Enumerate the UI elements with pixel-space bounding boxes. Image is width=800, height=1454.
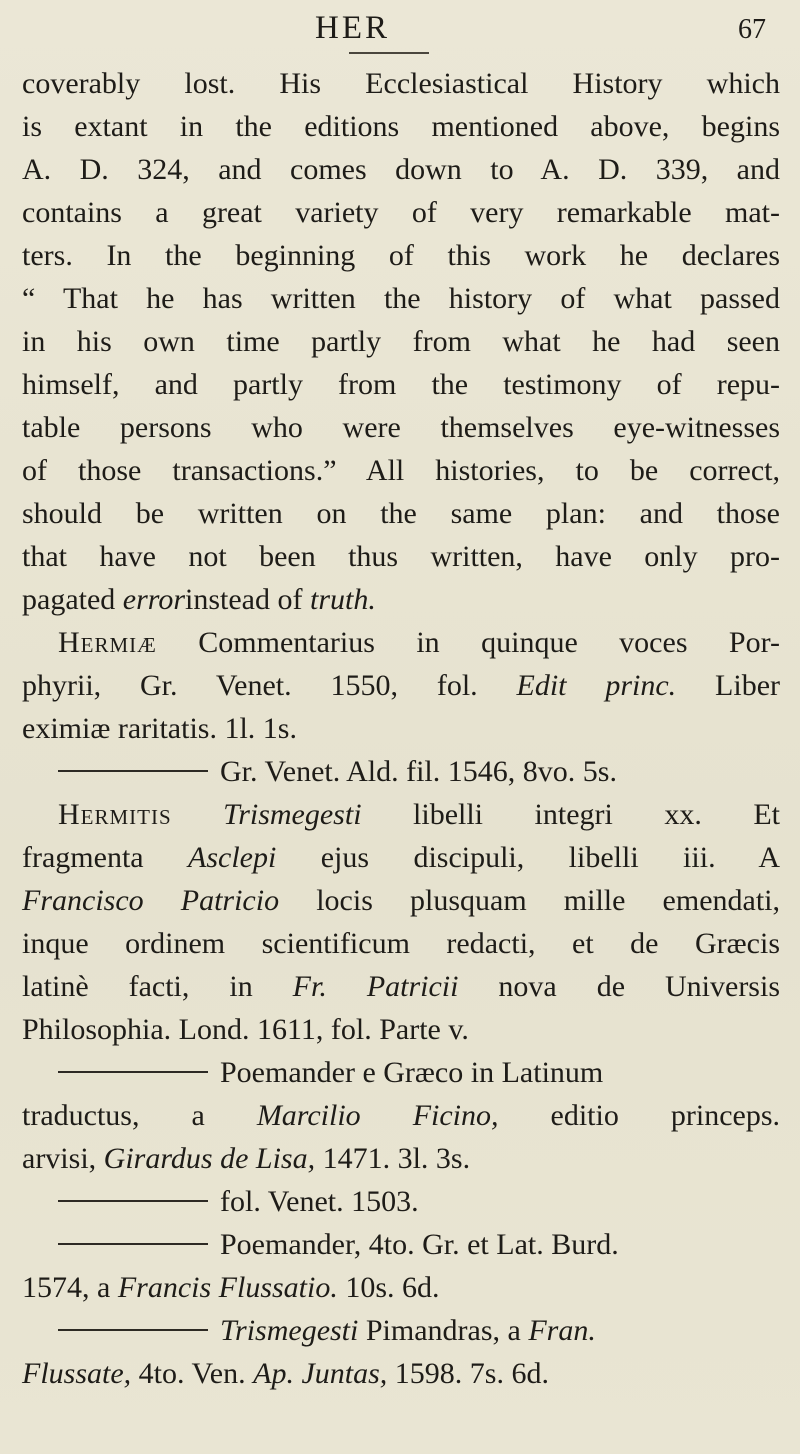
ditto-dash [58, 770, 208, 772]
text-segment: latinè facti, in [22, 970, 293, 1003]
text-segment: coverably lost. His Ecclesiastical History which [22, 67, 780, 100]
text-segment: should be written on the same plan: and those [22, 497, 780, 530]
ditto-dash [58, 1329, 208, 1331]
text-line [22, 535, 780, 578]
body-text [22, 62, 800, 1395]
text-line [22, 1223, 800, 1266]
text-segment: Fran. [528, 1314, 596, 1347]
text-segment: truth. [309, 583, 376, 616]
page-number: 67 [738, 14, 766, 45]
text-segment: eximiæ raritatis. 1l. 1s. [22, 712, 297, 745]
text-segment: Francisco Patricio [22, 884, 280, 917]
text-segment: nova de Universis [458, 970, 780, 1003]
text-segment: himself, and partly from the testimony of repu- [22, 368, 780, 401]
text-line [22, 1137, 800, 1180]
text-segment: Philosophia. Lond. 1611, fol. Parte v. [22, 1013, 469, 1046]
text-line [22, 105, 780, 148]
running-head [0, 8, 800, 48]
text-segment: in his own time partly from what he had seen [22, 325, 780, 358]
text-segment: arvisi, [22, 1142, 104, 1175]
text-segment: fol. Venet. 1503. [220, 1185, 419, 1218]
text-segment: Flussate, [22, 1357, 132, 1390]
text-segment: Fr. Patricii [292, 970, 459, 1003]
text-line [22, 578, 800, 621]
text-segment: Hermiæ [58, 626, 157, 659]
ditto-dash [58, 1243, 208, 1245]
text-segment: Trismegesti [223, 798, 362, 831]
text-line [22, 320, 780, 363]
text-segment: is extant in the editions mentioned above, begins [22, 110, 780, 143]
text-line [22, 277, 780, 320]
text-segment: Gr. Venet. Ald. fil. 1546, 8vo. 5s. [220, 755, 617, 788]
text-segment: “ That he has written the history of what passed [22, 282, 780, 315]
text-line [22, 148, 780, 191]
text-segment: ejus discipuli, libelli iii. A [276, 841, 780, 874]
text-line [22, 922, 780, 965]
text-line [22, 449, 780, 492]
text-line [22, 492, 780, 535]
text-segment: libelli integri xx. Et [361, 798, 780, 831]
text-segment: pagated [22, 583, 123, 616]
text-segment: Poemander e Græco in Latinum [220, 1056, 604, 1089]
text-line [22, 1008, 800, 1051]
text-segment: 1471. 3l. 3s. [315, 1142, 471, 1175]
text-segment: fragmenta [22, 841, 188, 874]
text-line [22, 965, 780, 1008]
text-segment: 1598. 7s. 6d. [387, 1357, 549, 1390]
text-line [22, 363, 780, 406]
text-segment: Francis Flussatio. [117, 1271, 338, 1304]
text-line [22, 707, 800, 750]
text-segment: 1574, a [22, 1271, 118, 1304]
text-line [22, 750, 800, 793]
text-segment: instead of [185, 583, 310, 616]
text-segment: 4to. Ven. [131, 1357, 254, 1390]
text-line [22, 1051, 800, 1094]
text-segment: editio princeps. [498, 1099, 780, 1132]
text-line [22, 1094, 780, 1137]
text-segment: Edit princ. [516, 669, 677, 702]
text-segment: Poemander, 4to. Gr. et Lat. Burd. [220, 1228, 619, 1261]
text-segment: Asclepi [188, 841, 277, 874]
text-segment: Hermitis [58, 798, 172, 831]
text-segment: table persons who were themselves eye-witnesses [22, 411, 780, 444]
text-line [22, 836, 780, 879]
text-segment: inque ordinem scientificum redacti, et de Græcis [22, 927, 780, 960]
text-line [22, 793, 780, 836]
text-segment: Liber [676, 669, 781, 702]
text-segment: Girardus de Lisa, [103, 1142, 316, 1175]
text-segment: traductus, a [22, 1099, 257, 1132]
text-line [22, 879, 780, 922]
ditto-dash [58, 1071, 208, 1073]
running-head-rule [349, 52, 429, 54]
text-line [22, 1309, 800, 1352]
text-segment: A. D. 324, and comes down to A. D. 339, and [22, 153, 780, 186]
text-segment: Ap. Juntas, [253, 1357, 388, 1390]
text-line [22, 62, 780, 105]
text-segment: that have not been thus written, have only pro- [22, 540, 780, 573]
text-line [22, 1352, 800, 1395]
text-segment: contains a great variety of very remarkable mat- [22, 196, 780, 229]
text-segment: Trismegesti [220, 1314, 359, 1347]
text-line [22, 1266, 800, 1309]
text-line [22, 406, 780, 449]
text-line [22, 664, 780, 707]
text-segment: ters. In the beginning of this work he declares [22, 239, 780, 272]
text-segment [172, 798, 224, 831]
ditto-dash [58, 1200, 208, 1202]
text-segment: locis plusquam mille emendati, [279, 884, 780, 917]
text-line [22, 621, 780, 664]
text-segment: of those transactions.” All histories, to be correct, [22, 454, 780, 487]
text-line [22, 234, 780, 277]
running-head-title: HER [315, 10, 390, 46]
text-segment: Pimandras, a [358, 1314, 529, 1347]
text-segment: phyrii, Gr. Venet. 1550, fol. [22, 669, 517, 702]
text-segment: Marcilio Ficino, [256, 1099, 499, 1132]
text-line [22, 1180, 800, 1223]
text-segment: Commentarius in quinque voces Por- [156, 626, 780, 659]
text-line [22, 191, 780, 234]
text-segment: error [122, 583, 186, 616]
text-segment: 10s. 6d. [337, 1271, 440, 1304]
